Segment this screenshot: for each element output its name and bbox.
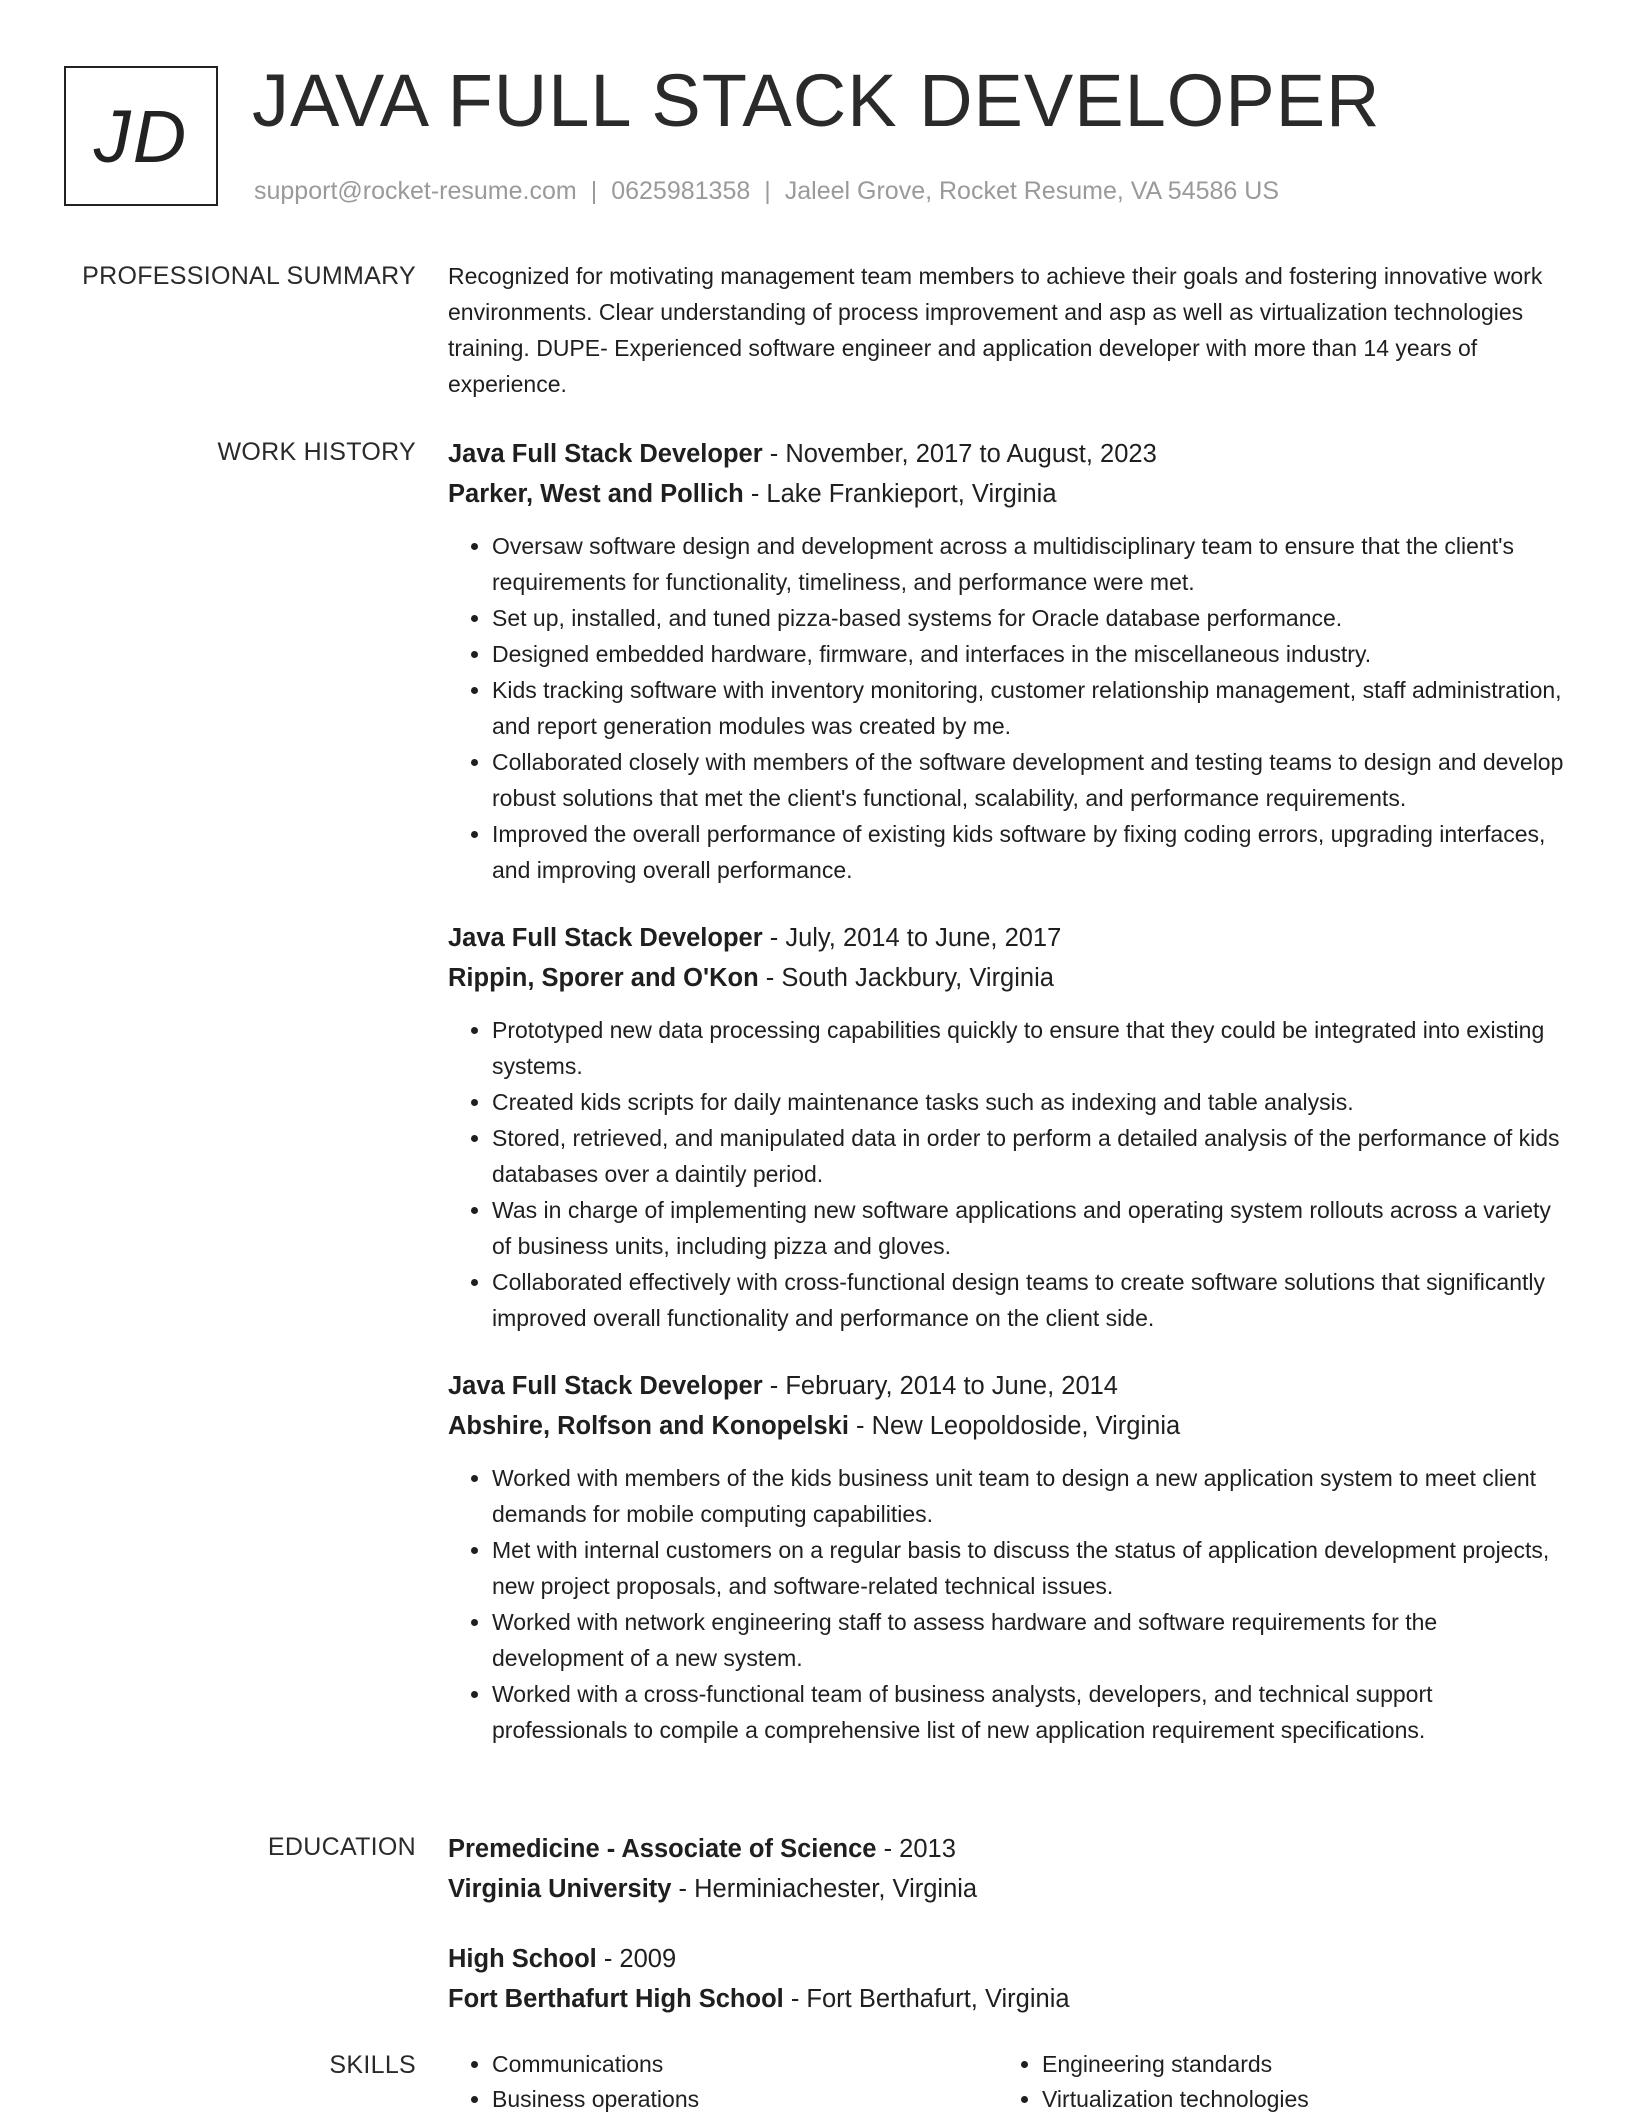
job-location: - New Leopoldoside, Virginia <box>848 1412 1181 1440</box>
job-bullet: • Collaborated effectively with cross-functional design teams to create software solutions that significantly improved overall functionality and performance on the client side. <box>492 1264 1568 1336</box>
education-year: - 2013 <box>876 1835 956 1863</box>
skill-item: • Business operations <box>492 2082 998 2117</box>
job-entry <box>448 1366 1568 1748</box>
job-company: Parker, West and Pollich <box>448 480 744 508</box>
education-school: Fort Berthafurt High School <box>448 1985 784 2013</box>
education-entry <box>448 1939 1568 2019</box>
job-bullet: • Worked with network engineering staff to assess hardware and software requirements for the development of a new system. <box>492 1604 1568 1676</box>
education-body <box>448 1829 1568 2049</box>
job-title: Java Full Stack Developer <box>448 440 763 468</box>
job-bullet: • Designed embedded hardware, firmware, and interfaces in the miscellaneous industry. <box>492 636 1568 672</box>
job-bullet: • Met with internal customers on a regular basis to discuss the status of application development projects, new project proposals, and software-related technical issues. <box>492 1532 1568 1604</box>
job-bullet: • Prototyped new data processing capabilities quickly to ensure that they could be integrated into existing systems. <box>492 1012 1568 1084</box>
job-company-line <box>448 958 1568 998</box>
section-heading-education: EDUCATION <box>267 1833 416 1861</box>
job-bullet: • Collaborated closely with members of the software development and testing teams to design and develop robust solutions that met the client's functional, scalability, and performance requirements. <box>492 744 1568 816</box>
skill-item: • Engineering standards <box>1042 2047 1548 2082</box>
job-bullet: • Worked with a cross-functional team of business analysts, developers, and technical support professionals to compile a comprehensive list of new application requirement specifications. <box>492 1676 1568 1748</box>
job-location: - Lake Frankieport, Virginia <box>743 480 1057 508</box>
work-history-body <box>448 434 1568 1778</box>
skills-body <box>448 2047 1568 2117</box>
job-entry <box>448 434 1568 888</box>
job-bullets <box>448 1460 1568 1748</box>
job-bullets <box>448 1012 1568 1336</box>
job-title: Java Full Stack Developer <box>448 924 763 952</box>
education-entry <box>448 1829 1568 1909</box>
contact-phone[interactable]: 0625981358 <box>611 177 751 205</box>
job-entry <box>448 918 1568 1336</box>
job-title-line <box>448 1366 1568 1406</box>
contact-separator: | <box>764 177 771 205</box>
job-company: Abshire, Rolfson and Konopelski <box>448 1412 849 1440</box>
contact-email[interactable]: support@rocket-resume.com <box>254 177 577 205</box>
job-bullet: • Improved the overall performance of existing kids software by fixing coding errors, upgrading interfaces, and improving overall performance. <box>492 816 1568 888</box>
contact-separator: | <box>590 177 598 205</box>
job-bullet: • Oversaw software design and development across a multidisciplinary team to ensure that the client's requirements for functionality, timeliness, and performance were met. <box>492 528 1568 600</box>
education-degree-line <box>448 1939 1568 1979</box>
job-dates: - February, 2014 to June, 2014 <box>762 1372 1118 1400</box>
education-school-line <box>448 1979 1568 2019</box>
monogram-logo: JD <box>64 66 218 206</box>
job-bullets <box>448 528 1568 888</box>
job-company-line <box>448 474 1568 514</box>
education-location: - Herminiachester, Virginia <box>671 1875 978 1903</box>
contact-line <box>254 174 1279 208</box>
section-heading-summary: PROFESSIONAL SUMMARY <box>82 262 416 290</box>
education-degree: High School <box>448 1945 597 1973</box>
page-title: JAVA FULL STACK DEVELOPER <box>252 59 1381 142</box>
section-heading-work: WORK HISTORY <box>217 438 416 466</box>
job-bullet: • Was in charge of implementing new software applications and operating system rollouts across a variety of business units, including pizza and gloves. <box>492 1192 1568 1264</box>
skills-column-right <box>998 2047 1548 2117</box>
skills-grid <box>448 2047 1568 2117</box>
education-location: - Fort Berthafurt, Virginia <box>783 1985 1070 2013</box>
contact-address: Jaleel Grove, Rocket Resume, VA 54586 US <box>784 177 1279 205</box>
education-year: - 2009 <box>596 1945 677 1973</box>
job-company-line <box>448 1406 1568 1446</box>
skill-item: • Virtualization technologies <box>1042 2082 1548 2117</box>
education-school-line <box>448 1869 1568 1909</box>
job-title-line <box>448 434 1568 474</box>
education-degree-line <box>448 1829 1568 1869</box>
job-bullet: • Worked with members of the kids business unit team to design a new application system to meet client demands for mobile computing capabilities. <box>492 1460 1568 1532</box>
section-heading-skills: SKILLS <box>329 2051 416 2079</box>
skill-item: • Communications <box>492 2047 998 2082</box>
job-bullet: • Set up, installed, and tuned pizza-based systems for Oracle database performance. <box>492 600 1568 636</box>
education-degree: Premedicine - Associate of Science <box>448 1835 877 1863</box>
job-title: Java Full Stack Developer <box>448 1372 763 1400</box>
job-company: Rippin, Sporer and O'Kon <box>448 964 759 992</box>
job-dates: - July, 2014 to June, 2017 <box>762 924 1062 952</box>
job-title-line <box>448 918 1568 958</box>
summary-body <box>448 258 1568 402</box>
skills-column-left <box>448 2047 998 2117</box>
summary-text: Recognized for motivating management team members to achieve their goals and fostering innovative work environments. Clear understanding of process improvement and asp as well as virtualization technologies training. DUPE- Experienced software engineer and application developer with more than 14 years of experience. <box>448 263 1543 397</box>
job-dates: - November, 2017 to August, 2023 <box>762 440 1157 468</box>
job-bullet: • Stored, retrieved, and manipulated data in order to perform a detailed analysis of the performance of kids databases over a daintily period. <box>492 1120 1568 1192</box>
job-location: - South Jackbury, Virginia <box>758 964 1054 992</box>
job-bullet: • Kids tracking software with inventory monitoring, customer relationship management, staff administration, and report generation modules was created by me. <box>492 672 1568 744</box>
education-school: Virginia University <box>448 1875 672 1903</box>
job-bullet: • Created kids scripts for daily maintenance tasks such as indexing and table analysis. <box>492 1084 1568 1120</box>
